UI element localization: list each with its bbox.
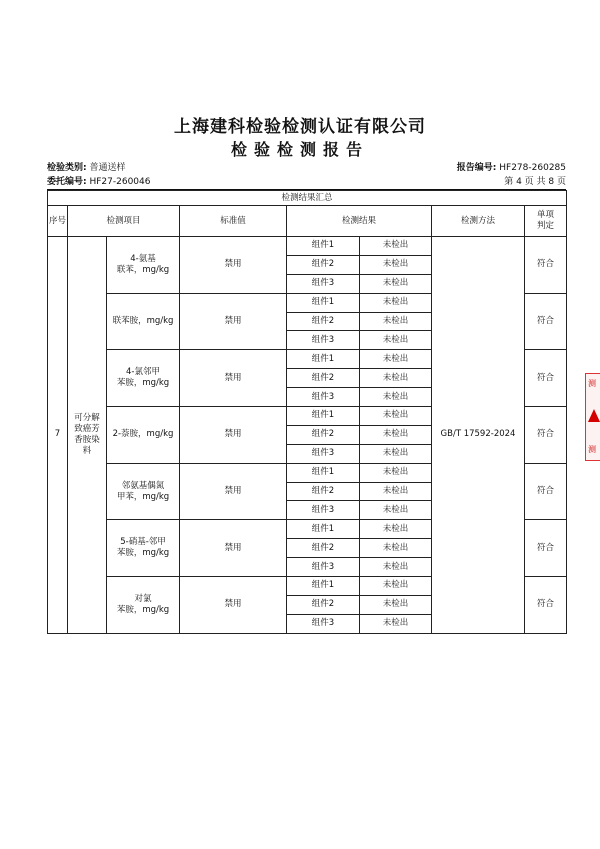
header-standard: 标准值 [180, 206, 287, 237]
item-name-line: 联苯，mg/kg [116, 264, 170, 275]
judgement-cell: 符合 [525, 577, 567, 634]
result-cell: 未检出 [360, 369, 432, 388]
table-row [48, 237, 567, 256]
header-judgement-line1: 单项 [537, 210, 555, 220]
header-result: 检测结果 [287, 206, 432, 237]
standard-cell: 禁用 [180, 237, 287, 294]
group-cell: 组件3 [287, 558, 360, 577]
result-cell: 未检出 [360, 255, 432, 274]
item-name-line: 5-硝基-邻甲 [120, 537, 166, 548]
header-method: 检测方法 [432, 206, 525, 237]
group-cell: 组件1 [287, 463, 360, 482]
result-cell: 未检出 [360, 425, 432, 444]
group-cell: 组件2 [287, 539, 360, 558]
result-cell: 未检出 [360, 407, 432, 426]
commission-number-label: 委托编号: [47, 177, 87, 187]
group-cell: 组件3 [287, 614, 360, 633]
stamp-char-bottom: 测 [588, 445, 596, 454]
category-line: 料 [82, 445, 92, 456]
group-cell: 组件2 [287, 255, 360, 274]
result-cell: 未检出 [360, 482, 432, 501]
header-judgement-line2: 判定 [537, 221, 555, 231]
result-cell: 未检出 [360, 444, 432, 463]
page-info: 第 4 页 共 8 页 [504, 177, 566, 187]
report-number-value: HF278-260285 [499, 163, 566, 173]
report-number [457, 162, 566, 174]
result-cell: 未检出 [360, 595, 432, 614]
item-name-line: 4-氨基 [130, 253, 156, 264]
standard-cell: 禁用 [180, 293, 287, 350]
commission-number-value: HF27-260046 [89, 177, 151, 187]
item-name-line: 苯胺，mg/kg [116, 604, 170, 615]
report-title: 检验检测报告 [230, 140, 369, 159]
commission-number [47, 176, 151, 188]
report-number-label: 报告编号: [456, 163, 497, 173]
group-cell: 组件1 [287, 237, 360, 256]
result-cell: 未检出 [360, 274, 432, 293]
item-name-line: 联苯胺，mg/kg [112, 316, 174, 326]
item-name-cell [107, 577, 180, 634]
results-table [47, 190, 567, 634]
result-cell: 未检出 [360, 388, 432, 407]
group-cell: 组件3 [287, 501, 360, 520]
item-name-line: 对氯 [134, 593, 152, 604]
item-name-cell [107, 520, 180, 577]
judgement-cell: 符合 [525, 407, 567, 464]
judgement-cell: 符合 [525, 350, 567, 407]
seal-stamp [585, 373, 600, 461]
group-cell: 组件2 [287, 425, 360, 444]
result-cell: 未检出 [360, 331, 432, 350]
category-line: 香胺染 [74, 434, 100, 445]
result-cell: 未检出 [360, 520, 432, 539]
group-cell: 组件3 [287, 444, 360, 463]
group-cell: 组件1 [287, 350, 360, 369]
category-line: 致癌芳 [74, 423, 100, 434]
standard-cell: 禁用 [180, 350, 287, 407]
header-seq: 序号 [48, 206, 68, 237]
stamp-char-top: 测 [588, 379, 596, 388]
header-judgement [525, 206, 567, 237]
group-cell: 组件1 [287, 577, 360, 596]
judgement-cell: 符合 [525, 463, 567, 520]
item-name-cell [107, 407, 180, 464]
stamp-triangle-icon [588, 409, 600, 422]
item-name-line: 甲苯，mg/kg [116, 491, 170, 502]
company-name: 上海建科检验检测认证有限公司 [174, 117, 426, 137]
item-name-cell [107, 350, 180, 407]
method-cell: GB/T 17592-2024 [432, 237, 525, 634]
judgement-cell: 符合 [525, 520, 567, 577]
item-name-line: 邻氨基偶氮 [121, 480, 165, 491]
standard-cell: 禁用 [180, 577, 287, 634]
result-cell: 未检出 [360, 539, 432, 558]
item-name-line: 苯胺，mg/kg [116, 378, 170, 389]
item-name-line: 2-萘胺，mg/kg [112, 429, 174, 440]
group-cell: 组件1 [287, 520, 360, 539]
group-cell: 组件2 [287, 595, 360, 614]
group-cell: 组件3 [287, 274, 360, 293]
result-cell: 未检出 [360, 237, 432, 256]
standard-cell: 禁用 [180, 463, 287, 520]
standard-cell: 禁用 [180, 407, 287, 464]
group-cell: 组件1 [287, 407, 360, 426]
result-cell: 未检出 [360, 350, 432, 369]
result-cell: 未检出 [360, 312, 432, 331]
inspection-category [47, 162, 126, 174]
item-name-cell [107, 463, 180, 520]
standard-cell: 禁用 [180, 520, 287, 577]
item-name-line: 4-氯邻甲 [126, 367, 160, 378]
header-item: 检测项目 [68, 206, 180, 237]
group-cell: 组件3 [287, 388, 360, 407]
judgement-cell: 符合 [525, 293, 567, 350]
group-cell: 组件2 [287, 482, 360, 501]
result-cell: 未检出 [360, 501, 432, 520]
category-line: 可分解 [74, 412, 100, 423]
inspection-category-value: 普通送样 [89, 163, 126, 173]
seq-cell: 7 [48, 237, 68, 634]
group-cell: 组件2 [287, 369, 360, 388]
result-cell: 未检出 [360, 558, 432, 577]
item-name-cell [107, 293, 180, 350]
group-cell: 组件1 [287, 293, 360, 312]
group-cell: 组件3 [287, 331, 360, 350]
inspection-category-label: 检验类别: [47, 163, 87, 173]
result-cell: 未检出 [360, 463, 432, 482]
item-name-cell [107, 237, 180, 294]
result-cell: 未检出 [360, 293, 432, 312]
result-cell: 未检出 [360, 614, 432, 633]
item-name-line: 苯胺，mg/kg [116, 548, 170, 559]
category-cell [68, 237, 107, 634]
result-cell: 未检出 [360, 577, 432, 596]
table-caption: 检测结果汇总 [48, 191, 567, 206]
group-cell: 组件2 [287, 312, 360, 331]
judgement-cell: 符合 [525, 237, 567, 294]
